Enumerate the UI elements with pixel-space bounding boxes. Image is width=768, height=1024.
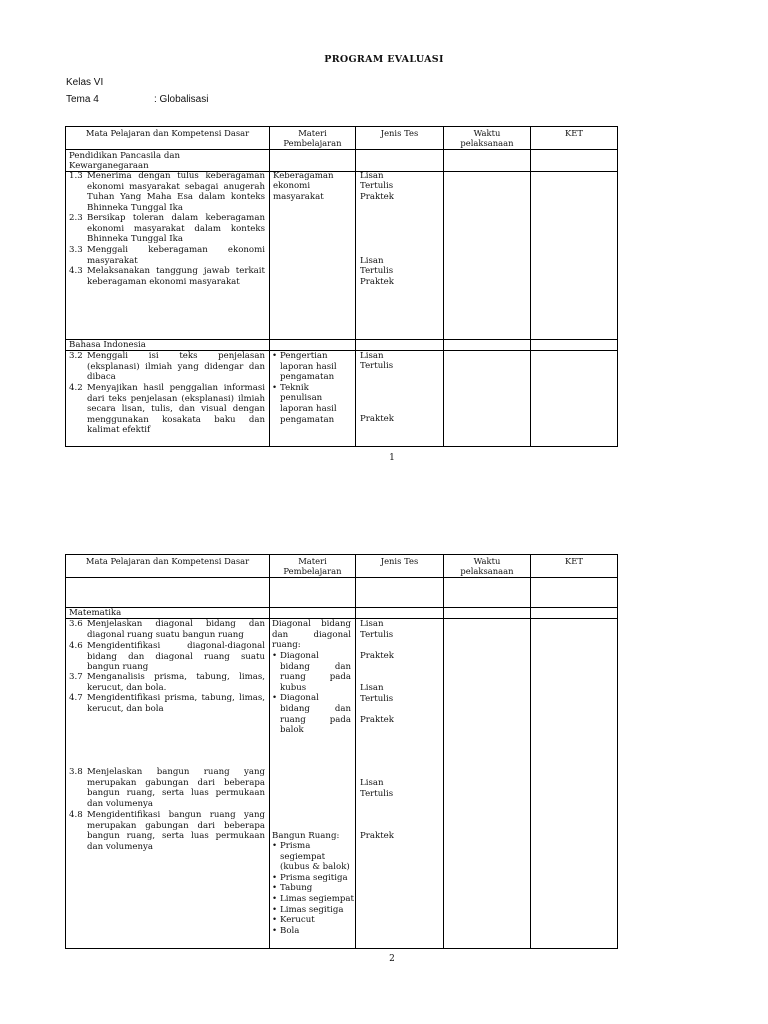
jenis-tes: Lisan <box>360 256 384 266</box>
jenis-tes: Praktek <box>360 414 394 424</box>
kd-text: Menggali isi teks penjelasan (eksplanasi) ilmiah yang didengar dan dibaca <box>87 351 265 383</box>
tema-label: Tema 4 <box>66 94 99 105</box>
jenis-tes: Lisan <box>360 683 384 693</box>
materi-text: ekonomi <box>273 181 311 191</box>
jenis-tes: Lisan <box>360 619 384 629</box>
subject-ppkn-1: Pendidikan Pancasila dan <box>69 151 181 161</box>
materi-item: • Limas segitiga <box>272 905 354 916</box>
kd-text: Mengidentifikasi prisma, tabung, limas, kerucut, dan bola <box>87 693 265 714</box>
kd-text: Menjelaskan bangun ruang yang merupakan gabungan dari beberapa bangun ruang, serta luas permukaan dan volumenya <box>87 767 265 809</box>
jenis-tes: Praktek <box>360 715 394 725</box>
jenis-tes: Tertulis <box>360 181 394 191</box>
materi-item: • Diagonal bidang dan ruang pada kubus <box>272 651 351 693</box>
kd-text: Melaksanakan tanggung jawab terkait keberagaman ekonomi masyarakat <box>87 266 265 287</box>
materi-heading: Bangun Ruang: <box>272 831 340 841</box>
materi-item: • Prisma segitiga <box>272 873 354 884</box>
kd-number: 2.3 <box>69 213 83 223</box>
materi-item: • Tabung <box>272 883 354 894</box>
header-materi-1: Materi <box>298 128 327 138</box>
jenis-tes: Praktek <box>360 831 394 841</box>
subject-matematika: Matematika <box>69 608 122 618</box>
kd-text: Mengidentifikasi bangun ruang yang merupakan gabungan dari beberapa bangun ruang, serta luas permukaan dan volumenya <box>87 810 265 852</box>
kd-text: Menganalisis prisma, tabung, limas, kerucut, dan bola. <box>87 672 265 693</box>
header-waktu-2: pelaksanaan <box>460 566 514 576</box>
header-jenis-tes: Jenis Tes <box>380 556 419 566</box>
kd-number: 1.3 <box>69 171 83 181</box>
header-waktu-1: Waktu <box>473 128 501 138</box>
jenis-tes: Praktek <box>360 651 394 661</box>
subject-ppkn-2: Kewarganegaraan <box>69 161 149 171</box>
kd-text: Mengidentifikasi diagonal-diagonal bidang dan diagonal ruang suatu bangun ruang <box>87 641 265 673</box>
materi-item: • Teknik penulisan laporan hasil pengamatan <box>272 383 352 425</box>
jenis-tes: Tertulis <box>360 266 394 276</box>
materi-item: • Kerucut <box>272 915 354 926</box>
page-number-2: 2 <box>389 954 395 964</box>
materi-list <box>272 841 354 936</box>
subject-bindo: Bahasa Indonesia <box>69 340 146 350</box>
header-kompetensi: Mata Pelajaran dan Kompetensi Dasar <box>85 128 250 138</box>
kd-number: 3.7 <box>69 672 83 682</box>
materi-item: • Prisma segiempat (kubus & balok) <box>272 841 354 873</box>
kd-number: 3.6 <box>69 619 83 629</box>
materi-item: • Diagonal bidang dan ruang pada balok <box>272 693 351 735</box>
header-materi-2: Pembelajaran <box>283 138 342 148</box>
kd-number: 3.8 <box>69 767 83 777</box>
jenis-tes: Lisan <box>360 778 384 788</box>
kelas-label: Kelas VI <box>66 77 104 88</box>
kd-text: Menerima dengan tulus keberagaman ekonomi masyarakat sebagai anugerah Tuhan Yang Maha Esa dalam konteks Bhinneka Tunggal Ika <box>87 171 265 213</box>
jenis-tes: Tertulis <box>360 789 394 799</box>
kd-number: 4.3 <box>69 266 83 276</box>
jenis-tes: Praktek <box>360 192 394 202</box>
materi-item: • Pengertian laporan hasil pengamatan <box>272 351 352 383</box>
jenis-tes: Tertulis <box>360 361 394 371</box>
kd-number: 4.8 <box>69 810 83 820</box>
header-ket: KET <box>565 556 583 566</box>
jenis-tes: Tertulis <box>360 694 394 704</box>
materi-text: Keberagaman <box>273 171 334 181</box>
header-waktu-2: pelaksanaan <box>460 138 514 148</box>
kd-text: Bersikap toleran dalam keberagaman ekonomi masyarakat dalam konteks Bhinneka Tunggal Ika <box>87 213 265 245</box>
kd-number: 4.7 <box>69 693 83 703</box>
jenis-tes: Lisan <box>360 351 384 361</box>
materi-text: masyarakat <box>273 192 324 202</box>
document-title: PROGRAM EVALUASI <box>324 54 444 65</box>
header-kompetensi: Mata Pelajaran dan Kompetensi Dasar <box>85 556 250 566</box>
materi-list <box>272 351 352 425</box>
kd-text: Menggali keberagaman ekonomi masyarakat <box>87 245 265 266</box>
kd-number: 3.3 <box>69 245 83 255</box>
header-ket: KET <box>565 128 583 138</box>
jenis-tes: Tertulis <box>360 630 394 640</box>
header-materi-1: Materi <box>298 556 327 566</box>
header-waktu-1: Waktu <box>473 556 501 566</box>
header-materi-2: Pembelajaran <box>283 566 342 576</box>
kd-text: Menjelaskan diagonal bidang dan diagonal ruang suatu bangun ruang <box>87 619 265 640</box>
page-number-1: 1 <box>389 453 395 463</box>
materi-list <box>272 651 351 736</box>
jenis-tes: Praktek <box>360 277 394 287</box>
kd-number: 4.2 <box>69 383 83 393</box>
materi-item: • Bola <box>272 926 354 937</box>
jenis-tes: Lisan <box>360 171 384 181</box>
header-jenis-tes: Jenis Tes <box>380 128 419 138</box>
materi-item: • Limas segiempat <box>272 894 354 905</box>
kd-number: 3.2 <box>69 351 83 361</box>
tema-value: : Globalisasi <box>154 94 209 105</box>
materi-heading: Diagonal bidang dan diagonal ruang: <box>272 619 351 651</box>
kd-text: Menyajikan hasil penggalian informasi dari teks penjelasan (eksplanasi) ilmiah secara lisan, tulis, dan visual dengan menggunakan kosakata baku dan kalimat efektif <box>87 383 265 436</box>
kd-number: 4.6 <box>69 641 83 651</box>
